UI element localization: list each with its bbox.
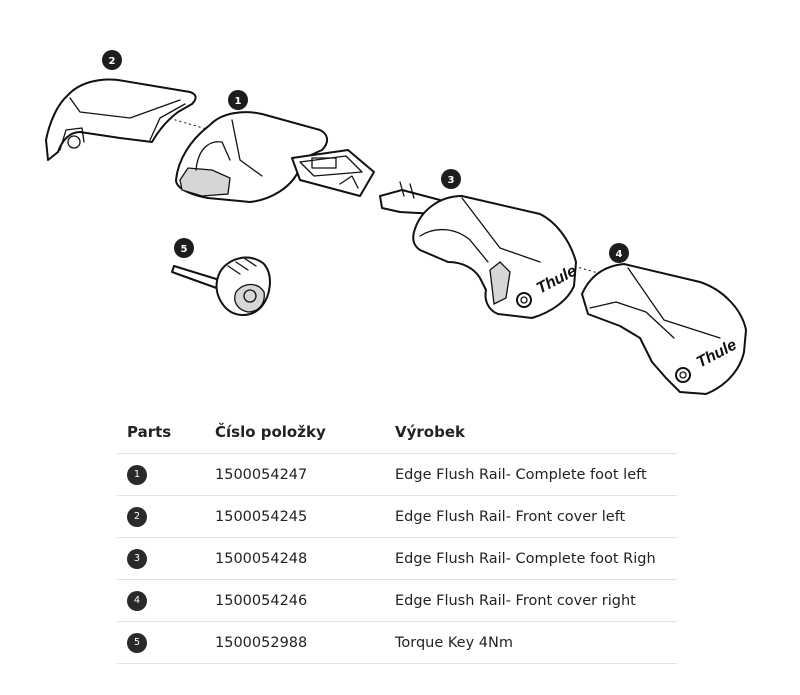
table-header-row [117,411,677,454]
table-row [117,538,677,580]
item-number: 1500054246 [205,580,385,622]
part-3-complete-foot-right [380,182,580,318]
product-name: Edge Flush Rail- Front cover left [385,496,677,538]
table-row [117,454,677,496]
svg-text:2: 2 [108,56,116,67]
part-number-badge: 4 [127,591,147,611]
assembly-line-2-1 [165,117,210,130]
callout-1 [228,90,248,110]
item-number: 1500054245 [205,496,385,538]
part-number-badge: 3 [127,549,147,569]
parts-table [117,411,677,664]
part-2-front-cover-left [46,80,196,160]
product-name: Edge Flush Rail- Complete foot Righ [385,538,677,580]
item-number: 1500052988 [205,622,385,664]
product-name: Edge Flush Rail- Front cover right [385,580,677,622]
table-row [117,496,677,538]
header-product: Výrobek [385,411,677,454]
item-number: 1500054248 [205,538,385,580]
svg-text:1: 1 [234,96,242,107]
svg-text:5: 5 [180,244,188,255]
table-row [117,622,677,664]
svg-text:3: 3 [447,175,455,186]
header-parts: Parts [117,411,205,454]
part-number-badge: 2 [127,507,147,527]
callout-5 [174,238,194,258]
brand-mark-cover: Thule [693,336,740,372]
brand-mark-foot: Thule [533,262,580,298]
callout-4 [609,243,629,263]
table-row [117,580,677,622]
svg-text:4: 4 [615,249,623,260]
item-number: 1500054247 [205,454,385,496]
product-name: Edge Flush Rail- Complete foot left [385,454,677,496]
part-number-badge: 5 [127,633,147,653]
callout-2 [102,50,122,70]
header-item-number: Číslo položky [205,411,385,454]
product-name: Torque Key 4Nm [385,622,677,664]
part-5-torque-key [172,258,270,315]
part-number-badge: 1 [127,465,147,485]
part-4-front-cover-right [582,264,746,394]
callout-3 [441,169,461,189]
part-1-complete-foot-left [176,112,374,202]
